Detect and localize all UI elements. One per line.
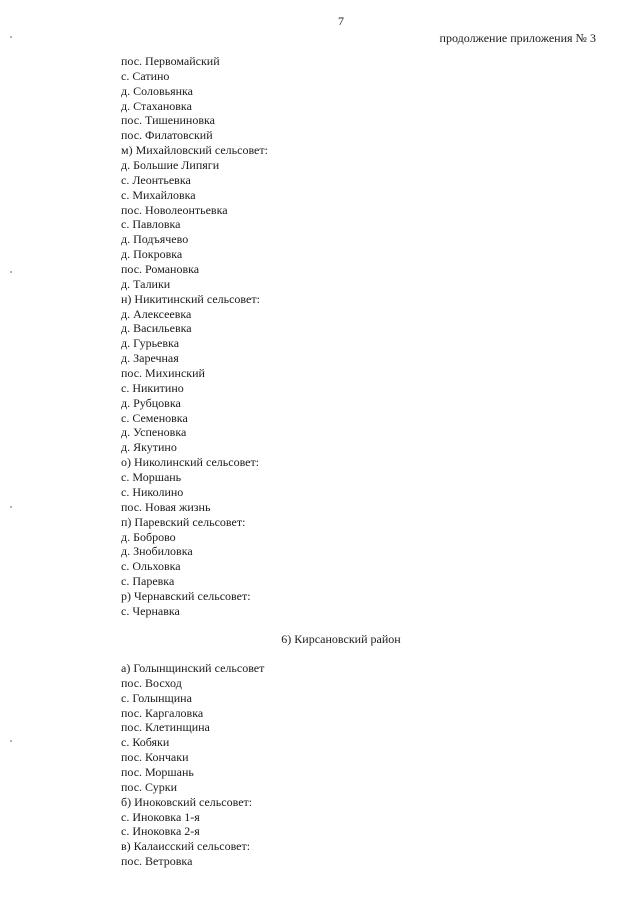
list-item: с. Михайловка bbox=[121, 187, 196, 202]
settlement-list-1 bbox=[121, 54, 268, 619]
scan-mark bbox=[10, 271, 12, 273]
list-item: д. Заречная bbox=[121, 351, 179, 366]
council-heading: в) Калаисский сельсовет: bbox=[121, 839, 251, 854]
list-item: пос. Сурки bbox=[121, 779, 178, 794]
list-item: д. Рубцовка bbox=[121, 395, 181, 410]
list-item: д. Подъячево bbox=[121, 232, 189, 247]
list-item: пос. Новая жизнь bbox=[121, 499, 211, 514]
council-heading: н) Никитинский сельсовет: bbox=[121, 291, 260, 306]
list-item: д. Большие Липяги bbox=[121, 158, 220, 173]
scan-mark bbox=[10, 36, 12, 38]
list-item: пос. Каргаловка bbox=[121, 705, 204, 720]
list-item: с. Леонтьевка bbox=[121, 172, 191, 187]
list-item: пос. Кончаки bbox=[121, 750, 189, 765]
list-item: с. Иноковка 2-я bbox=[121, 824, 200, 839]
list-item: пос. Тишениновка bbox=[121, 113, 215, 128]
list-item: пос. Восход bbox=[121, 675, 182, 690]
district-heading: 6) Кирсановский район bbox=[281, 632, 401, 646]
list-item: д. Соловьянка bbox=[121, 83, 193, 98]
list-item: с. Павловка bbox=[121, 217, 181, 232]
list-item: с. Моршань bbox=[121, 470, 182, 485]
council-heading: р) Чернавский сельсовет: bbox=[121, 588, 251, 603]
list-item: д. Гурьевка bbox=[121, 336, 180, 351]
continuation-note: продолжение приложения № 3 bbox=[439, 31, 596, 45]
list-item: д. Алексеевка bbox=[121, 306, 192, 321]
settlement-list-2 bbox=[121, 661, 264, 869]
list-item: с. Паревка bbox=[121, 574, 175, 589]
page-number: 7 bbox=[338, 14, 344, 28]
list-item: д. Боброво bbox=[121, 529, 176, 544]
list-item: пос. Романовка bbox=[121, 262, 200, 277]
list-item: д. Талики bbox=[121, 276, 171, 291]
list-item: пос. Новолеонтьевка bbox=[121, 202, 228, 217]
council-heading: м) Михайловский сельсовет: bbox=[121, 143, 268, 158]
list-item: с. Семеновка bbox=[121, 410, 188, 425]
scan-mark bbox=[10, 740, 12, 742]
list-item: с. Голынщина bbox=[121, 690, 192, 705]
list-item: пос. Михинский bbox=[121, 366, 205, 381]
list-item: д. Васильевка bbox=[121, 321, 192, 336]
list-item: пос. Клетинщина bbox=[121, 720, 210, 735]
list-item: с. Кобяки bbox=[121, 735, 170, 750]
list-item: с. Сатино bbox=[121, 68, 170, 83]
list-item: д. Якутино bbox=[121, 440, 177, 455]
list-item: с. Чернавка bbox=[121, 603, 180, 618]
council-heading: б) Иноковский сельсовет: bbox=[121, 794, 253, 809]
list-item: с. Николино bbox=[121, 484, 184, 499]
list-item: д. Покровка bbox=[121, 247, 183, 262]
council-heading: а) Голынщинский сельсовет bbox=[121, 661, 265, 675]
list-item: с. Никитино bbox=[121, 380, 184, 395]
list-item: с. Ольховка bbox=[121, 559, 181, 574]
list-item: д. Стахановка bbox=[121, 98, 192, 113]
list-item: д. Знобиловка bbox=[121, 544, 193, 559]
list-item: д. Успеновка bbox=[121, 425, 187, 440]
list-item: с. Иноковка 1-я bbox=[121, 809, 200, 824]
council-heading: о) Николинский сельсовет: bbox=[121, 455, 260, 470]
list-item: пос. Моршань bbox=[121, 765, 194, 780]
list-item: пос. Первомайский bbox=[121, 54, 220, 68]
list-item: пос. Филатовский bbox=[121, 128, 213, 143]
scan-mark bbox=[10, 506, 12, 508]
council-heading: п) Паревский сельсовет: bbox=[121, 514, 246, 529]
list-item: пос. Ветровка bbox=[121, 854, 193, 869]
